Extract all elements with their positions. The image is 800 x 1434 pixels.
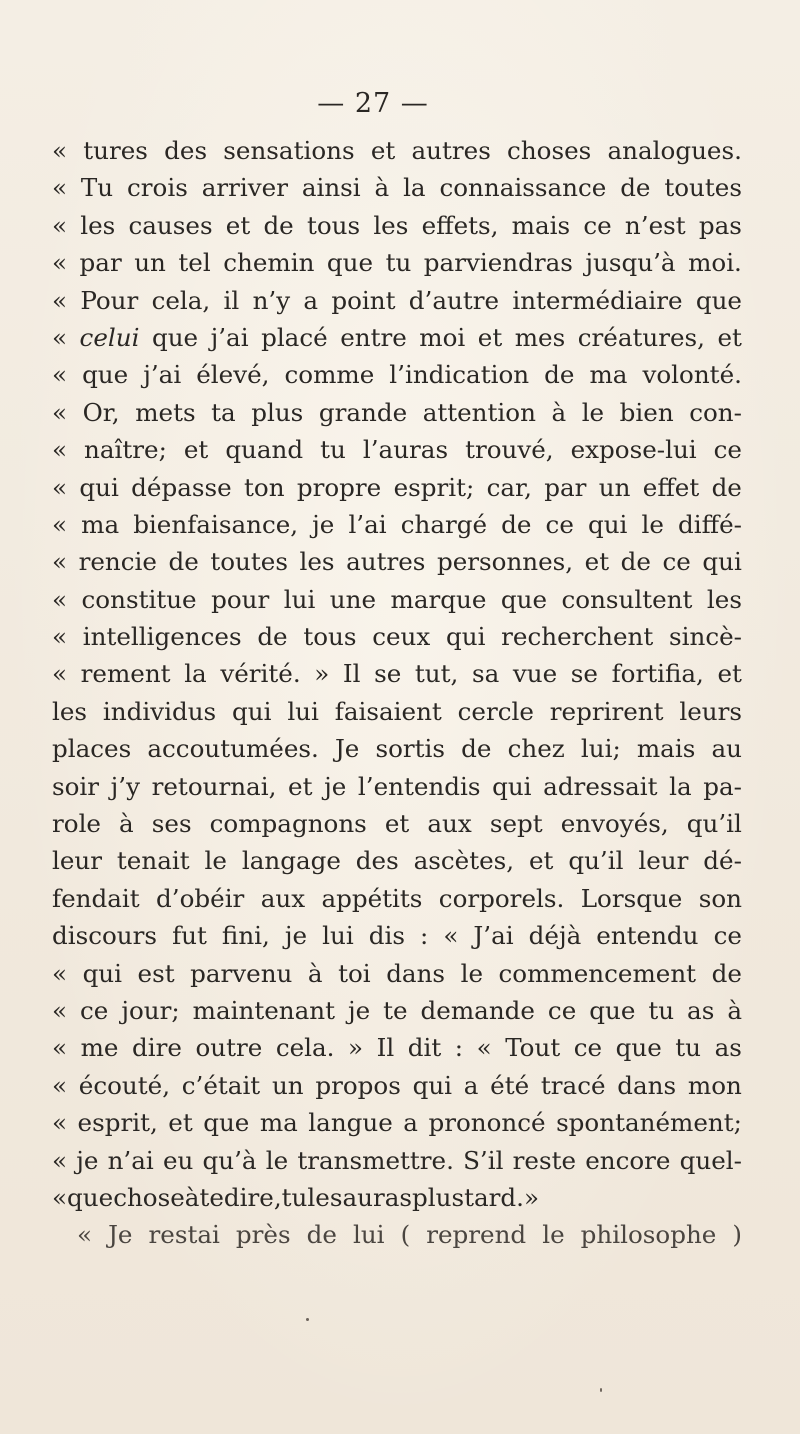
text-line: « Pour cela, il n’y a point d’autre intermédiaire que [52, 285, 742, 315]
text-line: « par un tel chemin que tu parviendras jusqu’à moi. [52, 248, 742, 278]
text-line: discours fut fini, je lui dis : « J’ai déjà entendu ce [52, 921, 742, 951]
ink-speck [600, 1388, 602, 1392]
page-number: — 27 — [317, 88, 429, 119]
text-line: « écouté, c’était un propos qui a été tracé dans mon [52, 1070, 742, 1100]
text-line: « que j’ai élevé, comme l’indication de ma volonté. [52, 360, 742, 390]
text-line: leur tenait le langage des ascètes, et qu’il leur dé- [52, 846, 742, 876]
text-line: « Tu crois arriver ainsi à la connaissance de toutes [52, 173, 742, 203]
text-line: les individus qui lui faisaient cercle reprirent leurs [52, 696, 742, 726]
text-line: « que chose à te dire, tu le sauras plus tard. » [52, 1182, 539, 1212]
text-line: « constitue pour lui une marque que consultent les [52, 584, 742, 614]
text-line: « me dire outre cela. » Il dit : « Tout ce que tu as [52, 1033, 742, 1063]
body-text [52, 132, 742, 1254]
text-line: role à ses compagnons et aux sept envoyés, qu’il [52, 809, 742, 839]
text-line: « celui que j’ai placé entre moi et mes créatures, et [52, 322, 742, 352]
ink-speck [306, 1318, 309, 1321]
text-line: « tures des sensations et autres choses analogues. [52, 136, 742, 165]
text-line: « rement la vérité. » Il se tut, sa vue se fortifia, et [52, 659, 742, 689]
text-line: « Or, mets ta plus grande attention à le bien con- [52, 397, 742, 427]
text-line: « naître; et quand tu l’auras trouvé, expose-lui ce [52, 435, 742, 465]
text-line: fendait d’obéir aux appétits corporels. Lorsque son [52, 883, 742, 913]
text-line: « rencie de toutes les autres personnes, et de ce qui [52, 547, 742, 577]
text-line: soir j’y retournai, et je l’entendis qui adressait la pa- [52, 771, 742, 801]
text-line: places accoutumées. Je sortis de chez lui; mais au [52, 734, 742, 764]
text-line: « ma bienfaisance, je l’ai chargé de ce qui le diffé- [52, 509, 742, 539]
text-line: « les causes et de tous les effets, mais ce n’est pas [52, 210, 742, 240]
text-line: « esprit, et que ma langue a prononcé spontanément; [52, 1108, 742, 1138]
text-line: « intelligences de tous ceux qui recherchent sincè- [52, 622, 742, 652]
text-line: « qui dépasse ton propre esprit; car, par un effet de [52, 472, 742, 502]
text-line: « Je restai près de lui ( reprend le philosophe ) [77, 1220, 742, 1250]
text-line: « qui est parvenu à toi dans le commencement de [52, 958, 742, 988]
text-line: « je n’ai eu qu’à le transmettre. S’il reste encore quel- [52, 1145, 742, 1175]
text-line: « ce jour; maintenant je te demande ce que tu as à [52, 995, 742, 1025]
